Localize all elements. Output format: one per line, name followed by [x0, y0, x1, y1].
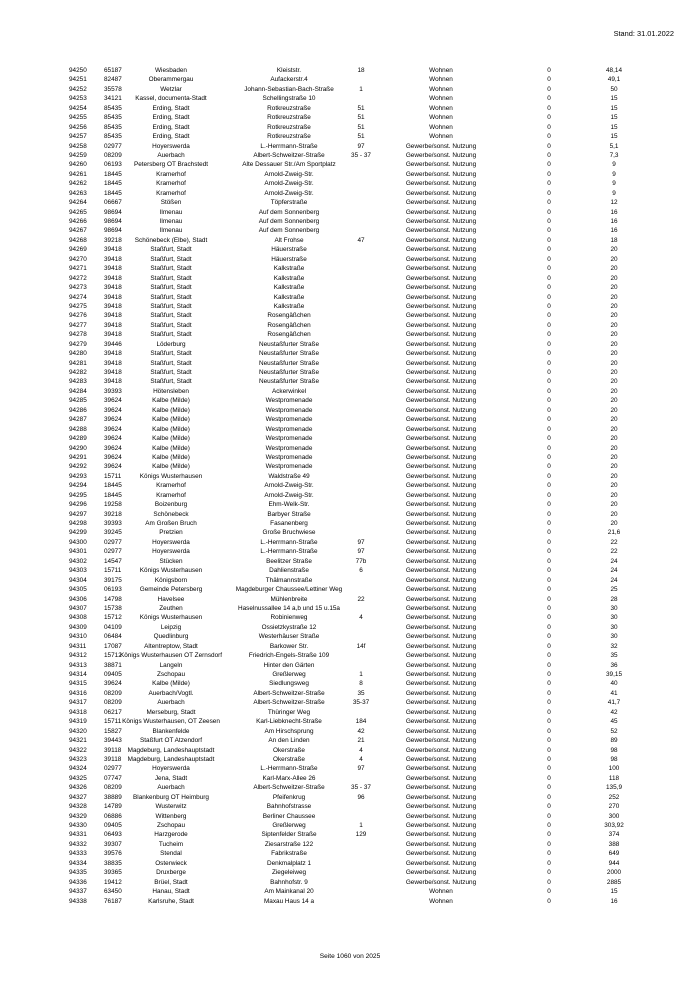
row-id-cell: 94265 — [69, 208, 87, 216]
postal-code-cell: 39418 — [104, 274, 122, 282]
table-row: 94295 18445 Kramerhof Arnold-Zweig-Str. Gewerbe/sonst. Nutzung 0 20 — [69, 491, 618, 499]
postal-code-cell: 39418 — [104, 350, 122, 358]
table-row: 94292 39624 Kalbe (Milde) Westpromenade Gewerbe/sonst. Nutzung 0 20 — [69, 463, 618, 471]
row-id-cell: 94290 — [69, 444, 87, 452]
table-row: 94283 39418 Staßfurt, Stadt Neustaßfurter Straße Gewerbe/sonst. Nutzung 0 20 — [69, 378, 618, 386]
table-row: 94333 39576 Stendal Fabrikstraße Gewerbe/sonst. Nutzung 0 649 — [69, 850, 620, 858]
table-row: 94268 39218 Schönebeck (Elbe), Stadt Alt Frohse 47 Gewerbe/sonst. Nutzung 0 18 — [69, 236, 618, 244]
table-row: 94289 39624 Kalbe (Milde) Westpromenade Gewerbe/sonst. Nutzung 0 20 — [69, 435, 618, 443]
row-id-cell: 94336 — [69, 878, 87, 886]
postal-code-cell: 39418 — [104, 255, 122, 263]
postal-code-cell: 14547 — [104, 557, 122, 565]
table-row: 94338 76187 Karlsruhe, Stadt Maxau Haus 14 a Wohnen 0 16 — [69, 897, 618, 905]
table-row: 94308 15712 Königs Wusterhausen Robinienweg 4 Gewerbe/sonst. Nutzung 0 30 — [69, 614, 618, 622]
table-row: 94320 15827 Blankenfelde Am Hirschsprung 42 Gewerbe/sonst. Nutzung 0 52 — [69, 727, 618, 735]
row-id-cell: 94327 — [69, 793, 87, 801]
row-id-cell: 94337 — [69, 888, 87, 896]
postal-code-cell: 02977 — [104, 538, 122, 546]
row-id-cell: 94293 — [69, 472, 87, 480]
postal-code-cell: 98694 — [104, 218, 122, 225]
table-row: 94329 06886 Wittenberg Berliner Chaussee Gewerbe/sonst. Nutzung 0 300 — [69, 812, 620, 820]
row-id-cell: 94288 — [69, 425, 87, 433]
table-row: 94314 09405 Zschopau Greßlerweg 1 Gewerbe/sonst. Nutzung 0 39,15 — [69, 671, 622, 678]
table-row: 94255 85435 Erding, Stadt Rotkreuzstraße 51 Wohnen 0 15 — [69, 114, 618, 122]
postal-code-cell: 15711 — [104, 567, 122, 575]
row-id-cell: 94311 — [69, 642, 87, 650]
postal-code-cell: 15827 — [104, 727, 122, 735]
row-id-cell: 94286 — [69, 406, 87, 414]
postal-code-cell: 39624 — [104, 416, 122, 424]
row-id-cell: 94328 — [69, 803, 87, 811]
postal-code-cell: 65187 — [104, 67, 122, 74]
table-row: 94261 18445 Kramerhof Arnold-Zweig-Str. Gewerbe/sonst. Nutzung 0 9 — [69, 170, 616, 178]
row-id-cell: 94256 — [69, 123, 87, 131]
postal-code-cell: 39118 — [104, 755, 122, 763]
table-row: 94326 08209 Auerbach Albert-Schweitzer-Straße 35 - 37 Gewerbe/sonst. Nutzung 0 135,9 — [69, 784, 622, 792]
postal-code-cell: 09405 — [104, 822, 122, 829]
table-row: 94286 39624 Kalbe (Milde) Westpromenade Gewerbe/sonst. Nutzung 0 20 — [69, 406, 618, 414]
table-row: 94265 98694 Ilmenau Auf dem Sonnenberg Gewerbe/sonst. Nutzung 0 16 — [69, 208, 618, 216]
postal-code-cell: 08209 — [104, 151, 122, 159]
postal-code-cell: 06217 — [104, 708, 122, 716]
postal-code-cell: 18445 — [104, 482, 122, 490]
table-row: 94267 98694 Ilmenau Auf dem Sonnenberg Gewerbe/sonst. Nutzung 0 16 — [69, 227, 618, 235]
postal-code-cell: 39418 — [104, 312, 122, 320]
row-id-cell: 94304 — [69, 576, 87, 584]
row-id-cell: 94302 — [69, 557, 87, 565]
table-row: 94275 39418 Staßfurt, Stadt Kalkstraße Gewerbe/sonst. Nutzung 0 20 — [69, 302, 618, 310]
table-row: 94276 39418 Staßfurt, Stadt Rosengäßchen Gewerbe/sonst. Nutzung 0 20 — [69, 312, 618, 320]
row-id-cell: 94307 — [69, 604, 87, 612]
table-row: 94274 39418 Staßfurt, Stadt Kalkstraße Gewerbe/sonst. Nutzung 0 20 — [69, 293, 618, 301]
table-row: 94315 39624 Kalbe (Milde) Siedlungsweg 8 Gewerbe/sonst. Nutzung 0 40 — [69, 680, 618, 688]
postal-code-cell: 39418 — [104, 359, 122, 367]
table-row: 94310 06484 Quedlinburg Westerhäuser Straße Gewerbe/sonst. Nutzung 0 30 — [69, 633, 618, 641]
postal-code-cell: 15711 — [104, 472, 122, 480]
row-id-cell: 94332 — [69, 840, 87, 848]
postal-code-cell: 39418 — [104, 302, 122, 310]
row-id-cell: 94284 — [69, 387, 87, 395]
table-row: 94330 09405 Zschopau Greßlerweg 1 Gewerbe/sonst. Nutzung 0 303,92 — [69, 822, 624, 829]
table-row: 94322 39118 Magdeburg, Landeshauptstadt Okerstraße 4 Gewerbe/sonst. Nutzung 0 98 — [69, 746, 618, 754]
table-row: 94262 18445 Kramerhof Arnold-Zweig-Str. Gewerbe/sonst. Nutzung 0 9 — [69, 180, 616, 188]
table-row: 94291 39624 Kalbe (Milde) Westpromenade Gewerbe/sonst. Nutzung 0 20 — [69, 453, 618, 461]
row-id-cell: 94251 — [69, 76, 87, 84]
row-id-cell: 94255 — [69, 114, 87, 122]
table-row: 94331 06493 Harzgerode Siptenfelder Straße 129 Gewerbe/sonst. Nutzung 0 374 — [69, 831, 620, 839]
row-id-cell: 94335 — [69, 869, 87, 877]
postal-code-cell: 39218 — [104, 510, 122, 518]
postal-code-cell: 06886 — [104, 812, 122, 820]
table-row: 94323 39118 Magdeburg, Landeshauptstadt Okerstraße 4 Gewerbe/sonst. Nutzung 0 98 — [69, 755, 618, 763]
table-row: 94306 14798 Havelsee Mühlenbreite 22 Gewerbe/sonst. Nutzung 0 28 — [69, 595, 618, 603]
table-row: 94270 39418 Staßfurt, Stadt Häuerstraße Gewerbe/sonst. Nutzung 0 20 — [69, 255, 618, 263]
postal-code-cell: 39418 — [104, 284, 122, 292]
row-id-cell: 94338 — [69, 897, 87, 905]
postal-code-cell: 39307 — [104, 840, 122, 848]
row-id-cell: 94310 — [69, 633, 87, 641]
postal-code-cell: 39118 — [104, 746, 122, 754]
postal-code-cell: 39624 — [104, 444, 122, 452]
data-table — [0, 66, 700, 906]
row-id-cell: 94278 — [69, 331, 87, 339]
postal-code-cell: 06193 — [104, 161, 122, 169]
table-row: 94273 39418 Staßfurt, Stadt Kalkstraße Gewerbe/sonst. Nutzung 0 20 — [69, 284, 618, 292]
row-id-cell: 94282 — [69, 369, 87, 376]
postal-code-cell: 39446 — [104, 340, 122, 348]
postal-code-cell: 39624 — [104, 406, 122, 414]
row-id-cell: 94285 — [69, 397, 87, 405]
row-id-cell: 94263 — [69, 189, 87, 197]
table-row: 94318 06217 Merseburg, Stadt Thüringer Weg Gewerbe/sonst. Nutzung 0 42 — [69, 708, 618, 716]
postal-code-cell: 39393 — [104, 387, 122, 395]
table-row: 94263 18445 Kramerhof Arnold-Zweig-Str. Gewerbe/sonst. Nutzung 0 9 — [69, 189, 616, 197]
row-id-cell: 94324 — [69, 765, 87, 773]
table-row: 94258 02977 Hoyerswerda L.-Herrmann-Straße 97 Gewerbe/sonst. Nutzung 0 5,1 — [69, 142, 619, 150]
row-id-cell: 94273 — [69, 284, 87, 292]
postal-code-cell: 39624 — [104, 680, 122, 688]
row-id-cell: 94312 — [69, 652, 87, 660]
postal-code-cell: 35578 — [104, 85, 122, 93]
postal-code-cell: 85435 — [104, 133, 122, 141]
row-id-cell: 94317 — [69, 699, 87, 707]
postal-code-cell: 39624 — [104, 435, 122, 443]
postal-code-cell: 98694 — [104, 227, 122, 235]
row-id-cell: 94287 — [69, 416, 87, 424]
table-row: 94335 39365 Druxberge Ziegeleiweg Gewerbe/sonst. Nutzung 0 2000 — [69, 869, 622, 877]
postal-code-cell: 38889 — [104, 793, 122, 801]
row-id-cell: 94315 — [69, 680, 87, 688]
row-id-cell: 94316 — [69, 689, 87, 697]
table-row: 94328 14789 Wusterwitz Bahnhofstrasse Gewerbe/sonst. Nutzung 0 270 — [69, 803, 620, 811]
postal-code-cell: 06193 — [104, 586, 122, 594]
table-row: 94336 19412 Brüel, Stadt Bahnhofstr. 9 Gewerbe/sonst. Nutzung 0 2885 — [69, 878, 622, 886]
table-row: 94312 15712 Königs Wusterhausen OT Zernsdorf Friedrich-Engels-Straße 109 Gewerbe/sonst. Nutzung 0 35 — [69, 652, 618, 660]
row-id-cell: 94323 — [69, 755, 87, 763]
row-id-cell: 94309 — [69, 623, 87, 631]
table-row: 94325 07747 Jena, Stadt Karl-Marx-Allee 26 Gewerbe/sonst. Nutzung 0 118 — [69, 774, 620, 782]
row-id-cell: 94292 — [69, 463, 87, 471]
postal-code-cell: 39418 — [104, 331, 122, 339]
row-id-cell: 94330 — [69, 822, 87, 829]
row-id-cell: 94261 — [69, 170, 87, 178]
postal-code-cell: 02977 — [104, 142, 122, 150]
table-row: 94279 39446 Löderburg Neustaßfurter Straße Gewerbe/sonst. Nutzung 0 20 — [69, 340, 618, 348]
postal-code-cell: 39175 — [104, 576, 122, 584]
table-row: 94251 82487 Oberammergau Aufackerstr.4 Wohnen 0 49,1 — [69, 76, 621, 84]
postal-code-cell: 08209 — [104, 784, 122, 792]
table-row: 94285 39624 Kalbe (Milde) Westpromenade Gewerbe/sonst. Nutzung 0 20 — [69, 397, 618, 405]
postal-code-cell: 18445 — [104, 491, 122, 499]
table-row: 94307 15738 Zeuthen Haselnussallee 14 a,b und 15 u.15a Gewerbe/sonst. Nutzung 0 30 — [69, 604, 618, 612]
postal-code-cell: 38835 — [104, 859, 122, 867]
table-row: 94264 06667 Stößen Töpferstraße Gewerbe/sonst. Nutzung 0 12 — [69, 199, 618, 207]
row-id-cell: 94264 — [69, 199, 87, 207]
row-id-cell: 94266 — [69, 218, 87, 225]
row-id-cell: 94333 — [69, 850, 87, 858]
postal-code-cell: 98694 — [104, 208, 122, 216]
table-row: 94271 39418 Staßfurt, Stadt Kalkstraße Gewerbe/sonst. Nutzung 0 20 — [69, 265, 618, 273]
postal-code-cell: 09405 — [104, 671, 122, 678]
postal-code-cell: 39418 — [104, 265, 122, 273]
postal-code-cell: 39443 — [104, 737, 122, 745]
table-row: 94250 65187 Wiesbaden Kleiststr. 18 Wohnen 0 48,14 — [69, 67, 622, 74]
row-id-cell: 94308 — [69, 614, 87, 622]
row-id-cell: 94253 — [69, 95, 87, 103]
postal-code-cell: 39624 — [104, 463, 122, 471]
table-row: 94316 08209 Auerbach/Vogtl. Albert-Schweitzer-Straße 35 Gewerbe/sonst. Nutzung 0 41 — [69, 689, 618, 697]
postal-code-cell: 08209 — [104, 699, 122, 707]
table-row: 94269 39418 Staßfurt, Stadt Häuerstraße Gewerbe/sonst. Nutzung 0 20 — [69, 246, 618, 254]
row-id-cell: 94274 — [69, 293, 87, 301]
postal-code-cell: 14789 — [104, 803, 122, 811]
postal-code-cell: 85435 — [104, 114, 122, 122]
table-row: 94300 02977 Hoyerswerda L.-Herrmann-Straße 97 Gewerbe/sonst. Nutzung 0 22 — [69, 538, 618, 546]
row-id-cell: 94320 — [69, 727, 87, 735]
table-row: 94311 17087 Altentreptow, Stadt Barkower Str. 14f Gewerbe/sonst. Nutzung 0 32 — [69, 642, 618, 650]
row-id-cell: 94250 — [69, 67, 87, 74]
postal-code-cell: 06484 — [104, 633, 122, 641]
table-row: 94299 39245 Pretzien Große Bruchwiese Gewerbe/sonst. Nutzung 0 21,6 — [69, 529, 621, 537]
table-row: 94294 18445 Kramerhof Arnold-Zweig-Str. Gewerbe/sonst. Nutzung 0 20 — [69, 482, 618, 490]
postal-code-cell: 85435 — [104, 123, 122, 131]
row-id-cell: 94272 — [69, 274, 87, 282]
row-id-cell: 94271 — [69, 265, 87, 273]
row-id-cell: 94295 — [69, 491, 87, 499]
row-id-cell: 94303 — [69, 567, 87, 575]
postal-code-cell: 15711 — [104, 718, 122, 726]
row-id-cell: 94279 — [69, 340, 87, 348]
row-id-cell: 94318 — [69, 708, 87, 716]
table-row: 94252 35578 Wetzlar Johann-Sebastian-Bach-Straße 1 Wohnen 0 50 — [69, 85, 618, 93]
row-id-cell: 94269 — [69, 246, 87, 254]
postal-code-cell: 39418 — [104, 369, 122, 376]
row-id-cell: 94325 — [69, 774, 87, 782]
postal-code-cell: 76187 — [104, 897, 122, 905]
row-id-cell: 94283 — [69, 378, 87, 386]
table-row: 94281 39418 Staßfurt, Stadt Neustaßfurter Straße Gewerbe/sonst. Nutzung 0 20 — [69, 359, 618, 367]
row-id-cell: 94267 — [69, 227, 87, 235]
postal-code-cell: 15712 — [104, 652, 122, 660]
postal-code-cell: 06667 — [104, 199, 122, 207]
postal-code-cell: 14798 — [104, 595, 122, 603]
postal-code-cell: 19258 — [104, 501, 122, 509]
row-id-cell: 94257 — [69, 133, 87, 141]
row-id-cell: 94319 — [69, 718, 87, 726]
row-id-cell: 94252 — [69, 85, 87, 93]
postal-code-cell: 18445 — [104, 170, 122, 178]
table-row: 94324 02977 Hoyerswerda L.-Herrmann-Straße 97 Gewerbe/sonst. Nutzung 0 100 — [69, 765, 620, 773]
postal-code-cell: 39418 — [104, 378, 122, 386]
row-id-cell: 94296 — [69, 501, 87, 509]
table-row: 94288 39624 Kalbe (Milde) Westpromenade Gewerbe/sonst. Nutzung 0 20 — [69, 425, 618, 433]
row-id-cell: 94268 — [69, 236, 87, 244]
row-id-cell: 94270 — [69, 255, 87, 263]
postal-code-cell: 19412 — [104, 878, 122, 886]
postal-code-cell: 02977 — [104, 548, 122, 556]
postal-code-cell: 39218 — [104, 236, 122, 244]
postal-code-cell: 34121 — [104, 95, 122, 103]
row-id-cell: 94299 — [69, 529, 87, 537]
row-id-cell: 94334 — [69, 859, 87, 867]
table-row: 94253 34121 Kassel, documenta-Stadt Schellingstraße 10 Wohnen 0 15 — [69, 95, 618, 103]
row-id-cell: 94294 — [69, 482, 87, 490]
postal-code-cell: 39624 — [104, 453, 122, 461]
table-row: 94266 98694 Ilmenau Auf dem Sonnenberg Gewerbe/sonst. Nutzung 0 16 — [69, 218, 618, 225]
postal-code-cell: 07747 — [104, 774, 122, 782]
postal-code-cell: 39576 — [104, 850, 122, 858]
row-id-cell: 94321 — [69, 737, 87, 745]
row-id-cell: 94300 — [69, 538, 87, 546]
row-id-cell: 94276 — [69, 312, 87, 320]
row-id-cell: 94291 — [69, 453, 87, 461]
postal-code-cell: 06493 — [104, 831, 122, 839]
postal-code-cell: 85435 — [104, 104, 122, 112]
table-row: 94260 06193 Petersberg OT Brachstedt Alte Dessauer Str./Am Sportplatz Gewerbe/sonst. Nutzung 0 9 — [69, 161, 616, 169]
postal-code-cell: 18445 — [104, 189, 122, 197]
table-row: 94298 39393 Am Großen Bruch Fasanenberg Gewerbe/sonst. Nutzung 0 20 — [69, 520, 618, 527]
table-row: 94256 85435 Erding, Stadt Rotkreuzstraße 51 Wohnen 0 15 — [69, 123, 618, 131]
postal-code-cell: 39418 — [104, 293, 122, 301]
table-row: 94337 63450 Hanau, Stadt Am Mainkanal 20 Wohnen 0 15 — [69, 888, 618, 896]
table-row: 94313 38871 Langeln Hinter den Gärten Gewerbe/sonst. Nutzung 0 36 — [69, 661, 618, 669]
page-stand-date: Stand: 31.01.2022 — [613, 29, 674, 38]
postal-code-cell: 39365 — [104, 869, 122, 877]
table-row: 94278 39418 Staßfurt, Stadt Rosengäßchen Gewerbe/sonst. Nutzung 0 20 — [69, 331, 618, 339]
table-row: 94293 15711 Königs Wusterhausen Waldstraße 49 Gewerbe/sonst. Nutzung 0 20 — [69, 472, 618, 480]
table-row: 94282 39418 Staßfurt, Stadt Neustaßfurter Straße Gewerbe/sonst. Nutzung 0 20 — [69, 369, 618, 376]
table-row: 94287 39624 Kalbe (Milde) Westpromenade Gewerbe/sonst. Nutzung 0 20 — [69, 416, 618, 424]
table-row: 94284 39393 Hötensleben Ackerwinkel Gewerbe/sonst. Nutzung 0 20 — [69, 387, 618, 395]
row-id-cell: 94298 — [69, 520, 87, 527]
row-id-cell: 94280 — [69, 350, 87, 358]
table-row: 94309 04109 Leipzig Ossietzkystraße 12 Gewerbe/sonst. Nutzung 0 30 — [69, 623, 618, 631]
row-id-cell: 94331 — [69, 831, 87, 839]
table-row: 94290 39624 Kalbe (Milde) Westpromenade Gewerbe/sonst. Nutzung 0 20 — [69, 444, 618, 452]
row-id-cell: 94258 — [69, 142, 87, 150]
postal-code-cell: 08209 — [104, 689, 122, 697]
page-footer: Seite 1060 von 2025 — [319, 953, 381, 960]
postal-code-cell: 17087 — [104, 642, 122, 650]
postal-code-cell: 82487 — [104, 76, 122, 84]
postal-code-cell: 39245 — [104, 529, 122, 537]
table-row: 94272 39418 Staßfurt, Stadt Kalkstraße Gewerbe/sonst. Nutzung 0 20 — [69, 274, 618, 282]
row-id-cell: 94297 — [69, 510, 87, 518]
table-row: 94296 19258 Boizenburg Ehm-Welk-Str. Gewerbe/sonst. Nutzung 0 20 — [69, 501, 618, 509]
table-row: 94259 08209 Auerbach Albert-Schweitzer-Straße 35 - 37 Gewerbe/sonst. Nutzung 0 7,3 — [69, 151, 619, 159]
postal-code-cell: 18445 — [104, 180, 122, 188]
table-row: 94319 15711 Königs Wusterhausen, OT Zeesen Karl-Liebknecht-Straße 184 Gewerbe/sonst. Nutzung 0 45 — [69, 718, 618, 726]
row-id-cell: 94262 — [69, 180, 87, 188]
postal-code-cell: 39393 — [104, 520, 122, 527]
table-row: 94302 14547 Stücken Beelitzer Straße 77b Gewerbe/sonst. Nutzung 0 24 — [69, 557, 618, 565]
row-id-cell: 94254 — [69, 104, 87, 112]
row-id-cell: 94301 — [69, 548, 87, 556]
table-row: 94321 39443 Staßfurt OT Atzendorf An den Linden 21 Gewerbe/sonst. Nutzung 0 89 — [69, 737, 618, 745]
row-id-cell: 94326 — [69, 784, 87, 792]
postal-code-cell: 15738 — [104, 604, 122, 612]
table-row: 94254 85435 Erding, Stadt Rotkreuzstraße 51 Wohnen 0 15 — [69, 104, 618, 112]
postal-code-cell: 39624 — [104, 397, 122, 405]
row-id-cell: 94314 — [69, 671, 87, 678]
row-id-cell: 94306 — [69, 595, 87, 603]
table-row: 94297 39218 Schönebeck Barbyer Straße Gewerbe/sonst. Nutzung 0 20 — [69, 510, 618, 518]
postal-code-cell: 38871 — [104, 661, 122, 669]
table-row: 94332 39307 Tucheim Ziesarstraße 122 Gewerbe/sonst. Nutzung 0 388 — [69, 840, 620, 848]
table-row: 94303 15711 Königs Wusterhausen Dahlienstraße 6 Gewerbe/sonst. Nutzung 0 24 — [69, 567, 618, 575]
row-id-cell: 94289 — [69, 435, 87, 443]
table-row: 94257 85435 Erding, Stadt Rotkreuzstraße 51 Wohnen 0 15 — [69, 133, 618, 141]
table-row: 94277 39418 Staßfurt, Stadt Rosengäßchen Gewerbe/sonst. Nutzung 0 20 — [69, 321, 618, 329]
row-id-cell: 94275 — [69, 302, 87, 310]
row-id-cell: 94260 — [69, 161, 87, 169]
postal-code-cell: 39418 — [104, 246, 122, 254]
postal-code-cell: 39418 — [104, 321, 122, 329]
table-row: 94301 02977 Hoyerswerda L.-Herrmann-Straße 97 Gewerbe/sonst. Nutzung 0 22 — [69, 548, 618, 556]
table-row: 94327 38889 Blankenburg OT Heimburg Pfeifenkrug 96 Gewerbe/sonst. Nutzung 0 252 — [69, 793, 620, 801]
row-id-cell: 94259 — [69, 151, 87, 159]
table-row: 94334 38835 Osterwieck Denkmalplatz 1 Gewerbe/sonst. Nutzung 0 944 — [69, 859, 620, 867]
table-row: 94317 08209 Auerbach Albert-Schweitzer-Straße 35-37 Gewerbe/sonst. Nutzung 0 41,7 — [69, 699, 621, 707]
row-id-cell: 94277 — [69, 321, 87, 329]
row-id-cell: 94313 — [69, 661, 87, 669]
postal-code-cell: 15712 — [104, 614, 122, 622]
row-id-cell: 94281 — [69, 359, 87, 367]
table-row: 94305 06193 Gemeinde Petersberg Magdeburger Chaussee/Lettiner Weg Gewerbe/sonst. Nutzung 0 25 — [69, 586, 618, 594]
postal-code-cell: 04109 — [104, 623, 122, 631]
postal-code-cell: 39624 — [104, 425, 122, 433]
row-id-cell: 94329 — [69, 812, 87, 820]
postal-code-cell: 02977 — [104, 765, 122, 773]
table-row: 94304 39175 Königsborn Thälmannstraße Gewerbe/sonst. Nutzung 0 24 — [69, 576, 618, 584]
table-row: 94280 39418 Staßfurt, Stadt Neustaßfurter Straße Gewerbe/sonst. Nutzung 0 20 — [69, 350, 618, 358]
row-id-cell: 94322 — [69, 746, 87, 754]
postal-code-cell: 63450 — [104, 888, 122, 896]
row-id-cell: 94305 — [69, 586, 87, 594]
